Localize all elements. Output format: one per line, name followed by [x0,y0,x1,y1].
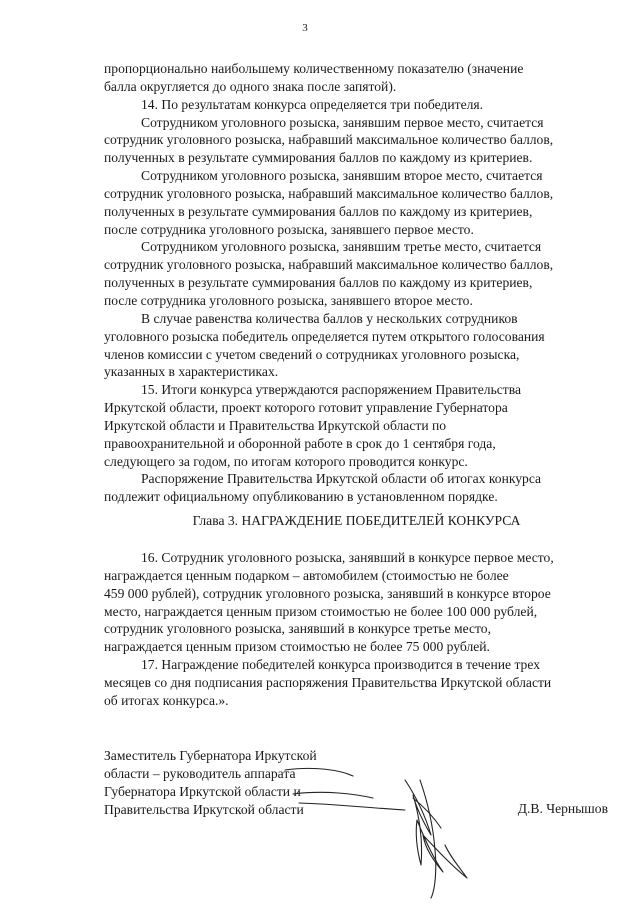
paragraph-item-16: 16. Сотрудник уголовного розыска, занявший в конкурсе первое место, награждается ценным подарком – автомобилем (стоимостью не более 459 000 рублей), сотрудник уголовного розыска, занявший в конкурсе второе место, награждается ценным призом стоимостью не более 100 000 рублей, сотрудник уголовного розыска, занявший в конкурсе третье место, награждается ценным призом стоимостью не более 75 000 рублей. [104,550,554,655]
signatory-name: Д.В. Чернышов [517,801,608,816]
handwritten-signature [255,740,485,900]
paragraph-item-14: 14. По результатам конкурса определяется три победителя. [141,96,484,112]
paragraph-first-place: Сотрудником уголовного розыска, занявшим первое место, считается сотрудник уголовного розыска, набравший максимальное количество баллов, полученных в результате суммирования баллов по каждому из критериев. [104,114,554,166]
paragraph-second-place: Сотрудником уголовного розыска, занявшим второе место, считается сотрудник уголовного розыска, набравший максимальное количество баллов, полученных в результате суммирования баллов по каждому из критериев, после сотрудника уголовного розыска, занявшего первое место. [104,168,554,237]
paragraph-continuation: пропорционально наибольшему количественному показателю (значение балла округляется до одного знака после запятой). [104,61,524,94]
paragraph-item-17: 17. Награждение победителей конкурса производится в течение трех месяцев со дня подписания распоряжения Правительства Иркутской области об итогах конкурса.». [104,657,552,708]
body-text [104,60,609,506]
awards-section [104,549,609,710]
paragraph-tie-rule: В случае равенства количества баллов у нескольких сотрудников уголовного розыска победитель определяется путем открытого голосования членов комиссии с учетом сведений о сотрудниках уголовного розыска, указанных в характеристиках. [104,310,545,380]
paragraph-publication: Распоряжение Правительства Иркутской области об итогах конкурса подлежит официальному опубликованию в установленном порядке. [104,471,542,505]
chapter-heading: Глава 3. НАГРАЖДЕНИЕ ПОБЕДИТЕЛЕЙ КОНКУРСА [192,513,521,528]
signatory-position: Заместитель Губернатора Иркутской области – руководитель аппарата Губернатора Иркутской области и Правительства Иркутской области [104,748,317,817]
page-number: 3 [302,22,308,34]
paragraph-item-15: 15. Итоги конкурса утверждаются распоряжением Правительства Иркутской области, проект которого готовит управление Губернатора Иркутской области и Правительства Иркутской области по правоохранительной и оборонной работе в срок до 1 сентября года, следующего за годом, по итогам которого проводится конкурс. [104,382,522,469]
paragraph-third-place: Сотрудником уголовного розыска, занявшим третье место, считается сотрудник уголовного розыска, набравший максимальное количество баллов, полученных в результате суммирования баллов по каждому из критериев, после сотрудника уголовного розыска, занявшего второе место. [104,239,554,308]
